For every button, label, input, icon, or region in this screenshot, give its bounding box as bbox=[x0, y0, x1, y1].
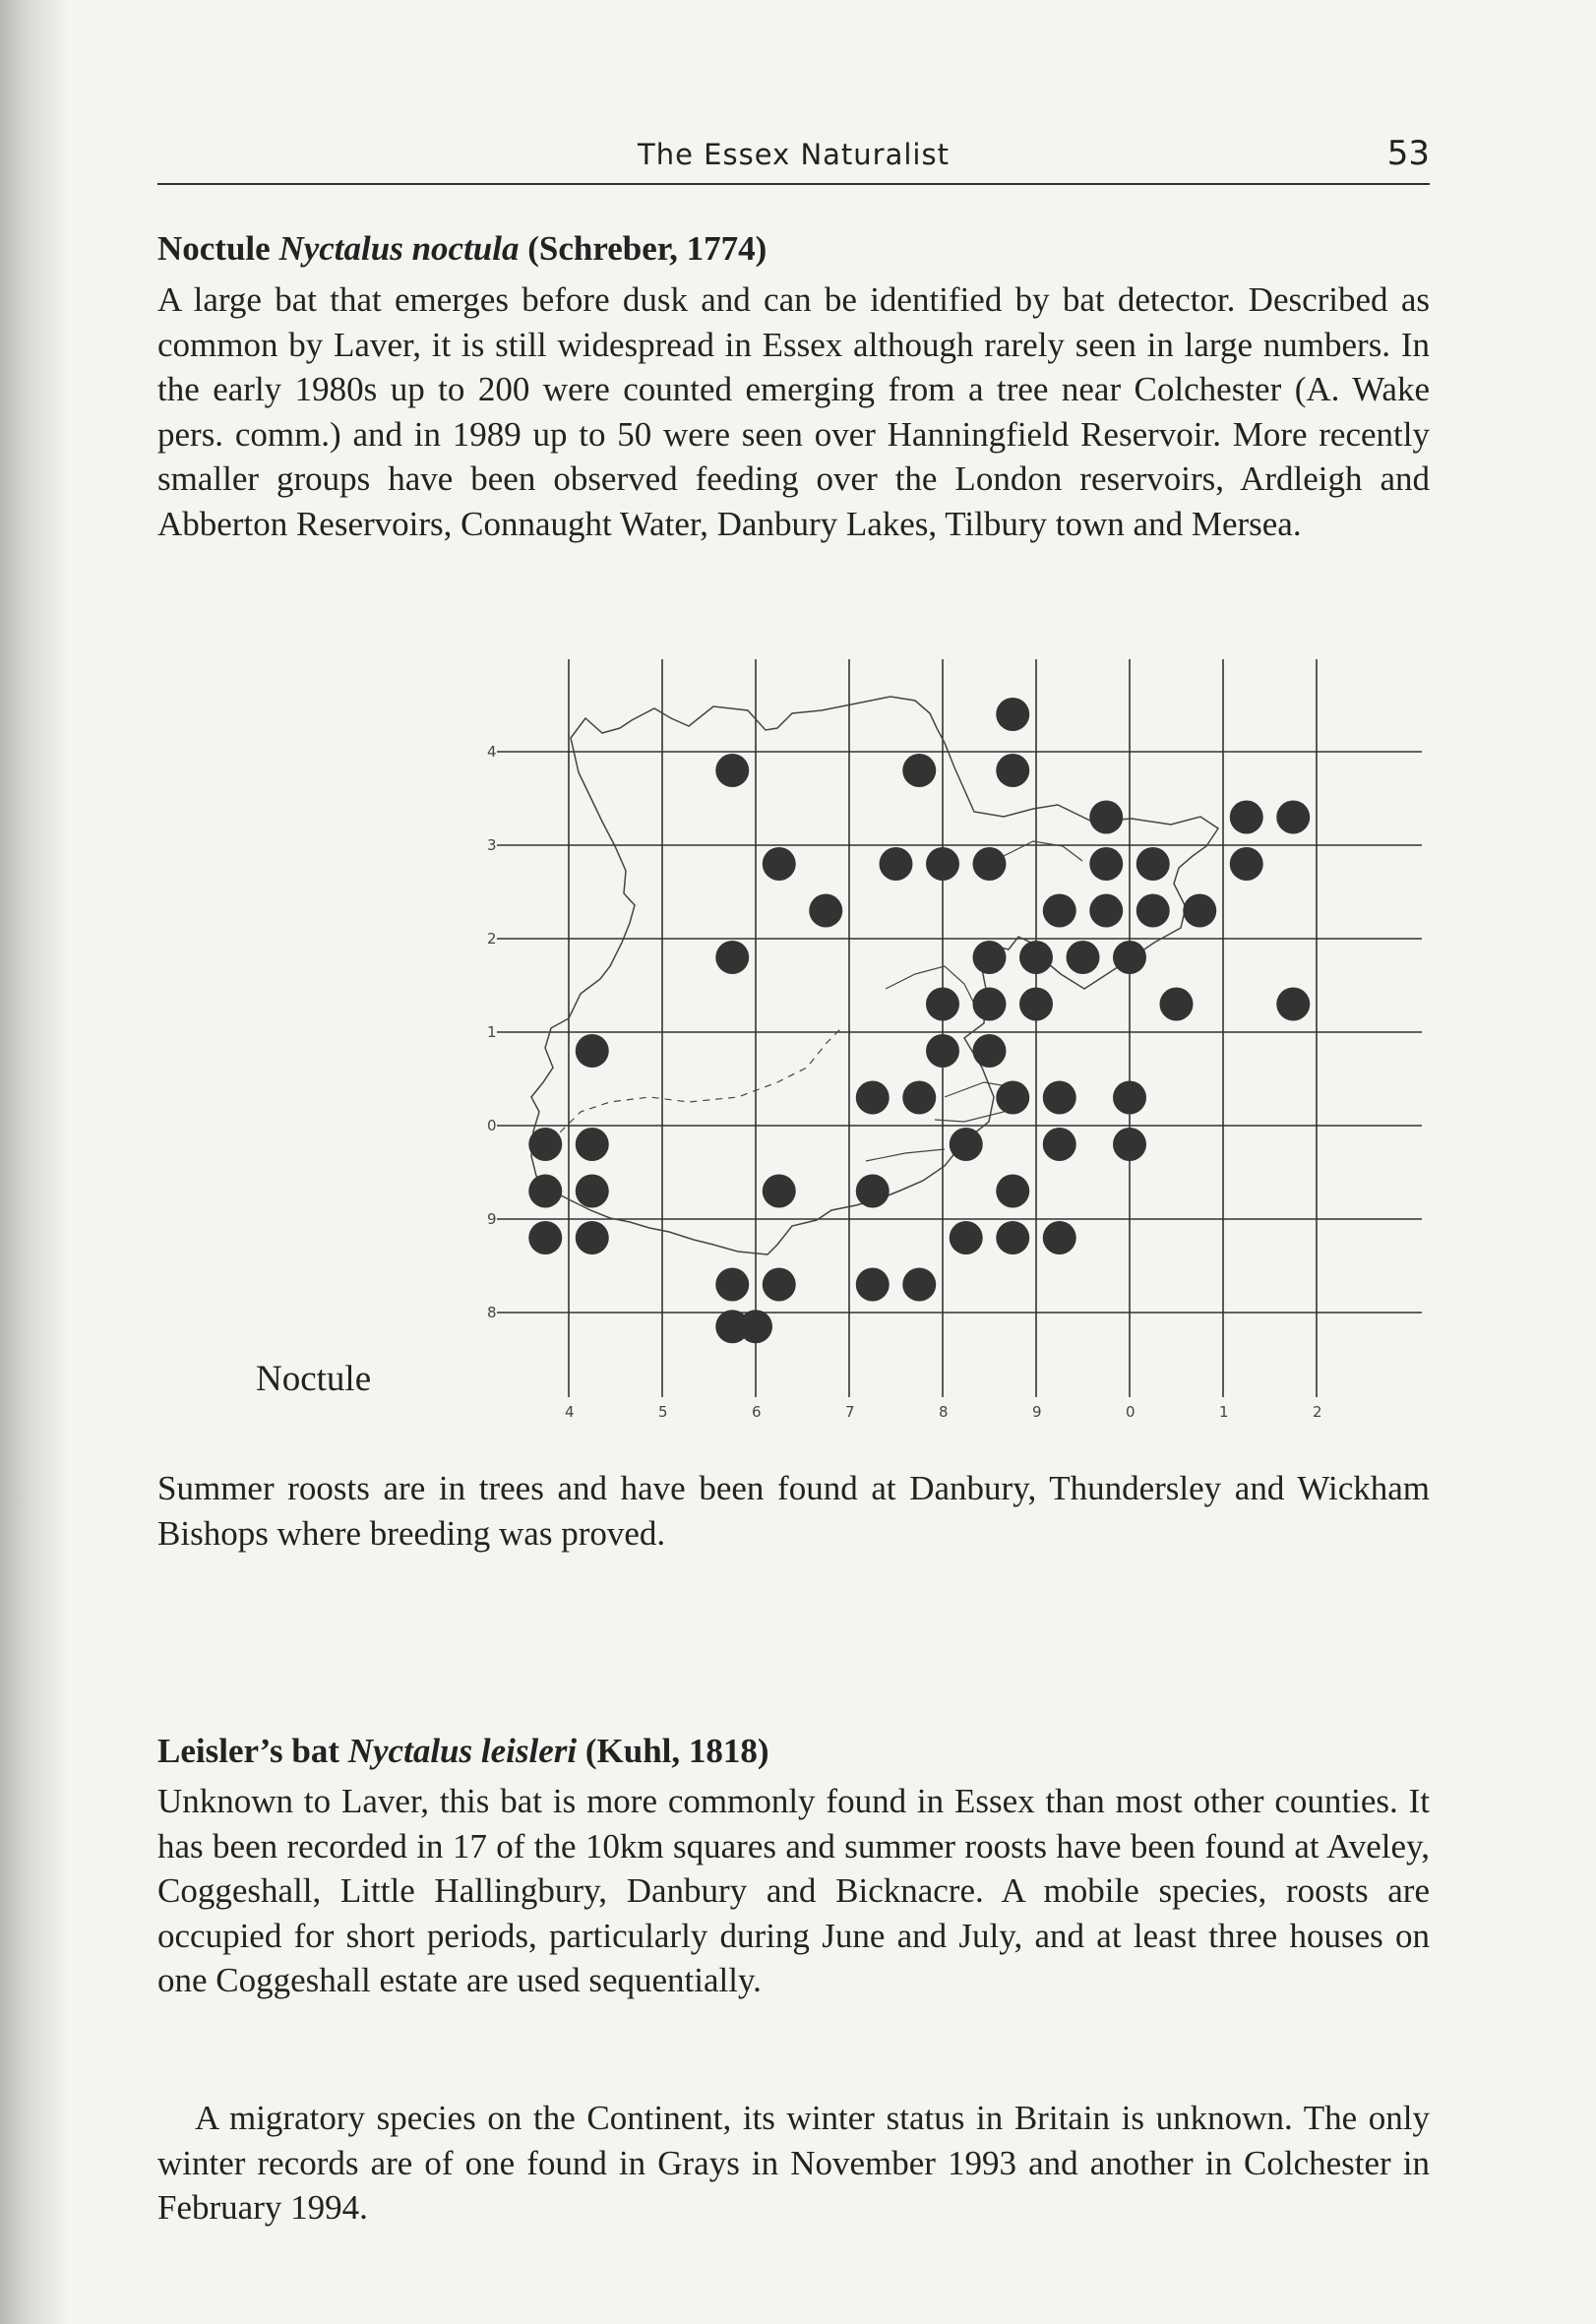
leisler-common-name: Leisler’s bat bbox=[157, 1732, 339, 1770]
record-dot bbox=[973, 847, 1007, 881]
x-tick-label: 7 bbox=[845, 1403, 855, 1421]
record-dot bbox=[996, 754, 1029, 787]
record-dot bbox=[1043, 894, 1076, 928]
x-tick-label: 1 bbox=[1219, 1403, 1229, 1421]
noctule-paragraph-2: Summer roosts are in trees and have been found at Danbury, Thundersley and Wickham Bishops where breeding was proved. bbox=[157, 1469, 1430, 1553]
record-dot bbox=[576, 1128, 609, 1161]
leisler-authority: (Kuhl, 1818) bbox=[584, 1732, 769, 1770]
record-dot bbox=[1113, 1081, 1146, 1115]
record-dot bbox=[926, 988, 959, 1021]
record-dot bbox=[576, 1034, 609, 1068]
record-dot bbox=[576, 1221, 609, 1254]
record-dot bbox=[1113, 941, 1146, 974]
page-number: 53 bbox=[1386, 134, 1430, 173]
record-dot bbox=[1019, 988, 1053, 1021]
record-dot bbox=[715, 1268, 749, 1302]
record-dot bbox=[1089, 847, 1123, 881]
record-dot bbox=[528, 1128, 562, 1161]
page-edge-shadow bbox=[0, 0, 69, 2324]
record-dot bbox=[1089, 801, 1123, 834]
record-dot bbox=[763, 1175, 796, 1208]
record-dot bbox=[856, 1175, 890, 1208]
record-dot bbox=[856, 1268, 890, 1302]
noctule-paragraph-1: A large bat that emerges before dusk and can be identified by bat detector. Described as common by Laver, it is still widespread in Essex although rarely seen in large numbers. In the early 1980s up to 200 were counted emerging from a tree near Colchester (A. Wake pers. comm.) and in 1989 up to 50 were seen over Hanningfield Reservoir. More recently smaller groups have been observed feeding over the London reservoirs, Ardleigh and Abberton Reservoirs, Connaught Water, Danbury Lakes, Tilbury town and Mersea. bbox=[157, 280, 1430, 543]
y-tick-label: 4 bbox=[487, 743, 497, 761]
leisler-heading bbox=[157, 1732, 769, 1771]
x-tick-label: 4 bbox=[565, 1403, 575, 1421]
y-tick-label: 8 bbox=[487, 1304, 497, 1321]
leisler-scientific-name: Nyctalus leisleri bbox=[347, 1732, 578, 1770]
noctule-distribution-map bbox=[453, 649, 1437, 1437]
record-dot bbox=[973, 1034, 1007, 1068]
y-tick-label: 3 bbox=[487, 836, 497, 854]
record-dot bbox=[926, 847, 959, 881]
record-dot bbox=[1043, 1081, 1076, 1115]
record-dot bbox=[1043, 1128, 1076, 1161]
record-dot bbox=[1183, 894, 1216, 928]
record-dot bbox=[880, 847, 913, 881]
record-dot bbox=[950, 1128, 983, 1161]
record-dots bbox=[528, 698, 1310, 1343]
record-dot bbox=[715, 941, 749, 974]
record-dot bbox=[926, 1034, 959, 1068]
record-dot bbox=[1276, 801, 1310, 834]
record-dot bbox=[739, 1310, 772, 1343]
y-tick-label: 0 bbox=[487, 1117, 497, 1134]
record-dot bbox=[856, 1081, 890, 1115]
record-dot bbox=[950, 1221, 983, 1254]
record-dot bbox=[1136, 847, 1170, 881]
record-dot bbox=[763, 847, 796, 881]
record-dot bbox=[902, 754, 936, 787]
record-dot bbox=[1089, 894, 1123, 928]
record-dot bbox=[1230, 801, 1263, 834]
record-dot bbox=[1043, 1221, 1076, 1254]
record-dot bbox=[809, 894, 842, 928]
record-dot bbox=[973, 988, 1007, 1021]
record-dot bbox=[902, 1081, 936, 1115]
record-dot bbox=[1113, 1128, 1146, 1161]
record-dot bbox=[996, 1175, 1029, 1208]
record-dot bbox=[1136, 894, 1170, 928]
record-dot bbox=[1160, 988, 1194, 1021]
y-tick-label: 2 bbox=[487, 930, 497, 948]
record-dot bbox=[1019, 941, 1053, 974]
record-dot bbox=[1276, 988, 1310, 1021]
record-dot bbox=[763, 1268, 796, 1302]
x-tick-label: 8 bbox=[939, 1403, 949, 1421]
map-caption: Noctule bbox=[256, 1359, 372, 1399]
noctule-authority: (Schreber, 1774) bbox=[527, 229, 767, 268]
leisler-paragraph-1: Unknown to Laver, this bat is more commonly found in Essex than most other counties. It has been recorded in 17 of the 10km squares and summer roosts have been found at Aveley, Coggeshall, Little Hallingbury, Danbury and Bicknacre. A mobile species, roosts are occupied for short periods, particularly during June and July, and at least three houses on one Coggeshall estate are used sequentially. bbox=[157, 1782, 1430, 1999]
running-head: The Essex Naturalist bbox=[638, 138, 950, 171]
record-dot bbox=[528, 1221, 562, 1254]
record-dot bbox=[996, 1081, 1029, 1115]
record-dot bbox=[996, 1221, 1029, 1254]
x-tick-label: 2 bbox=[1313, 1403, 1322, 1421]
record-dot bbox=[576, 1175, 609, 1208]
record-dot bbox=[715, 754, 749, 787]
record-dot bbox=[973, 941, 1007, 974]
record-dot bbox=[1230, 847, 1263, 881]
essex-coastline bbox=[531, 697, 1218, 1254]
x-tick-label: 5 bbox=[658, 1403, 668, 1421]
record-dot bbox=[902, 1268, 936, 1302]
x-tick-label: 9 bbox=[1032, 1403, 1042, 1421]
record-dot bbox=[996, 698, 1029, 731]
map-grid bbox=[497, 659, 1422, 1397]
x-tick-label: 0 bbox=[1126, 1403, 1136, 1421]
record-dot bbox=[528, 1175, 562, 1208]
noctule-heading bbox=[157, 229, 767, 269]
noctule-scientific-name: Nyctalus noctula bbox=[278, 229, 520, 268]
record-dot bbox=[1067, 941, 1100, 974]
page-header bbox=[157, 134, 1430, 185]
y-tick-label: 9 bbox=[487, 1210, 497, 1228]
x-tick-label: 6 bbox=[752, 1403, 762, 1421]
y-tick-label: 1 bbox=[487, 1023, 497, 1041]
noctule-common-name: Noctule bbox=[157, 229, 271, 268]
leisler-paragraph-2: A migratory species on the Continent, its winter status in Britain is unknown. The only winter records are of one found in Grays in November 1993 and another in Colchester in February 1994. bbox=[157, 2099, 1430, 2227]
